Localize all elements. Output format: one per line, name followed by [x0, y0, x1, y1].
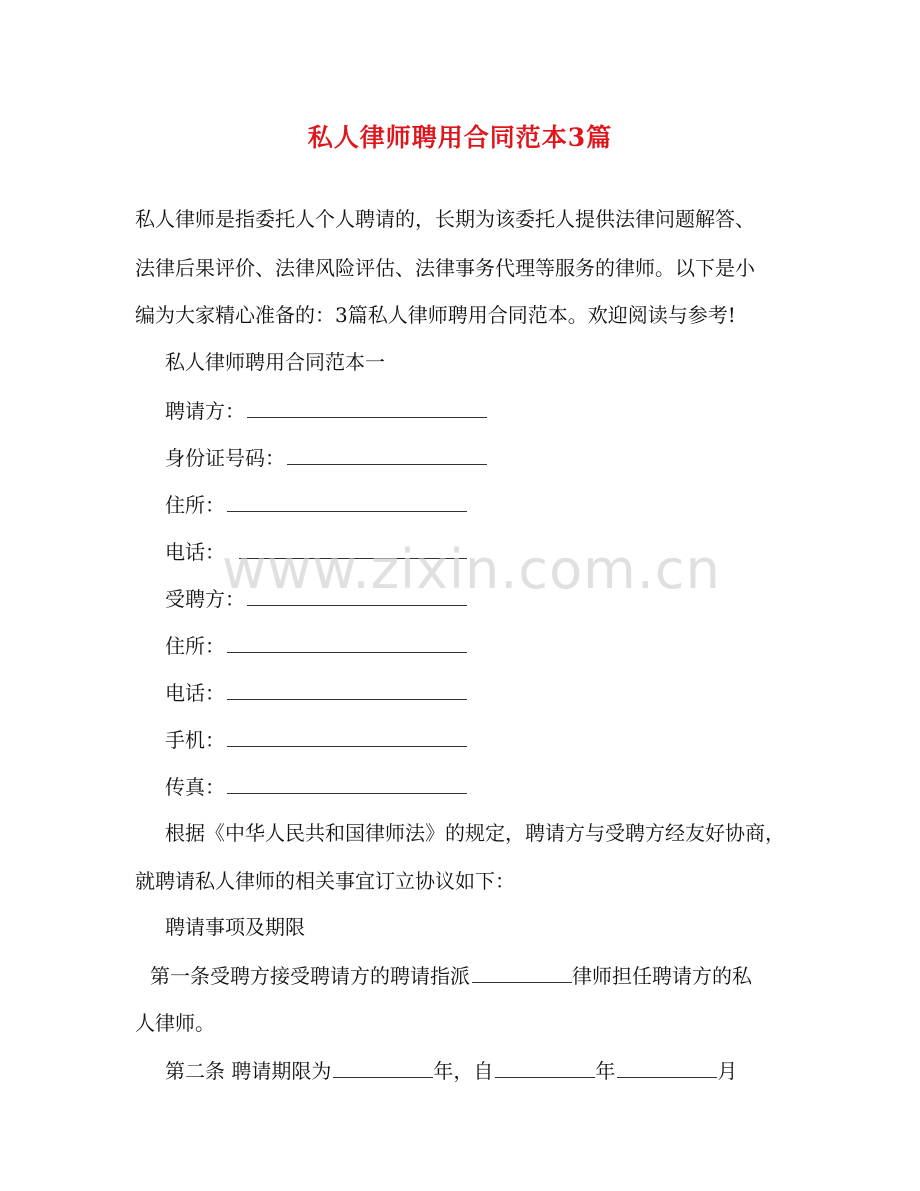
- field-label: 住所：: [165, 634, 225, 658]
- fill-blank[interactable]: [227, 630, 467, 653]
- basis-line-1: 根据《中华人民共和国律师法》的规定，聘请方与受聘方经友好协商，: [165, 821, 785, 845]
- fill-blank[interactable]: [227, 771, 467, 794]
- fill-blank[interactable]: [617, 1055, 717, 1078]
- fill-blank[interactable]: [333, 1055, 433, 1078]
- fill-blank[interactable]: [227, 489, 467, 512]
- field-label: 聘请方：: [165, 399, 245, 423]
- article-1-line-2: 人律师。: [135, 1011, 215, 1035]
- field-label: 电话：: [165, 681, 225, 705]
- field-phone-2: [165, 677, 467, 708]
- article-2-text-d: 月: [717, 1059, 738, 1083]
- field-mobile: [165, 724, 467, 755]
- intro-line-3: 编为大家精心准备的：3篇私人律师聘用合同范本。欢迎阅读与参考!: [135, 303, 736, 327]
- field-address-2: [165, 630, 467, 661]
- section-heading: 私人律师聘用合同范本一: [165, 350, 385, 374]
- article-1-text-b: 律师担任聘请方的私: [572, 964, 752, 988]
- article-1-text-a: 第一条受聘方接受聘请方的聘请指派: [150, 964, 470, 988]
- article-2-text-b: 年，自: [433, 1059, 494, 1083]
- intro-line-1: 私人律师是指委托人个人聘请的，长期为该委托人提供法律问题解答、: [135, 207, 755, 231]
- fill-blank[interactable]: [287, 442, 487, 465]
- field-id-number: [165, 442, 487, 473]
- intro-line-2: 法律后果评价、法律风险评估、法律事务代理等服务的律师。以下是小: [135, 256, 755, 280]
- fill-blank[interactable]: [227, 724, 467, 747]
- watermark: www.zixin.com.cn: [222, 538, 721, 601]
- field-employer: [165, 395, 487, 426]
- subheading: 聘请事项及期限: [165, 915, 305, 939]
- fill-blank[interactable]: [495, 1055, 595, 1078]
- field-label: 身份证号码：: [165, 446, 285, 470]
- fill-blank[interactable]: [227, 677, 467, 700]
- article-2: [165, 1055, 737, 1086]
- article-2-text-c: 年: [595, 1059, 616, 1083]
- field-label: 传真：: [165, 775, 225, 799]
- field-address-1: [165, 489, 467, 520]
- document-title: 私人律师聘用合同范本3篇: [307, 123, 613, 152]
- basis-line-2: 就聘请私人律师的相关事宜订立协议如下：: [135, 869, 515, 893]
- article-2-text-a: 第二条 聘请期限为: [165, 1059, 332, 1083]
- field-label: 住所：: [165, 493, 225, 517]
- field-label: 手机：: [165, 728, 225, 752]
- fill-blank[interactable]: [247, 395, 487, 418]
- article-1: [150, 960, 752, 991]
- field-fax: [165, 771, 467, 802]
- field-label: 电话：: [165, 540, 225, 564]
- field-label: 受聘方：: [165, 587, 245, 611]
- fill-blank[interactable]: [472, 960, 572, 983]
